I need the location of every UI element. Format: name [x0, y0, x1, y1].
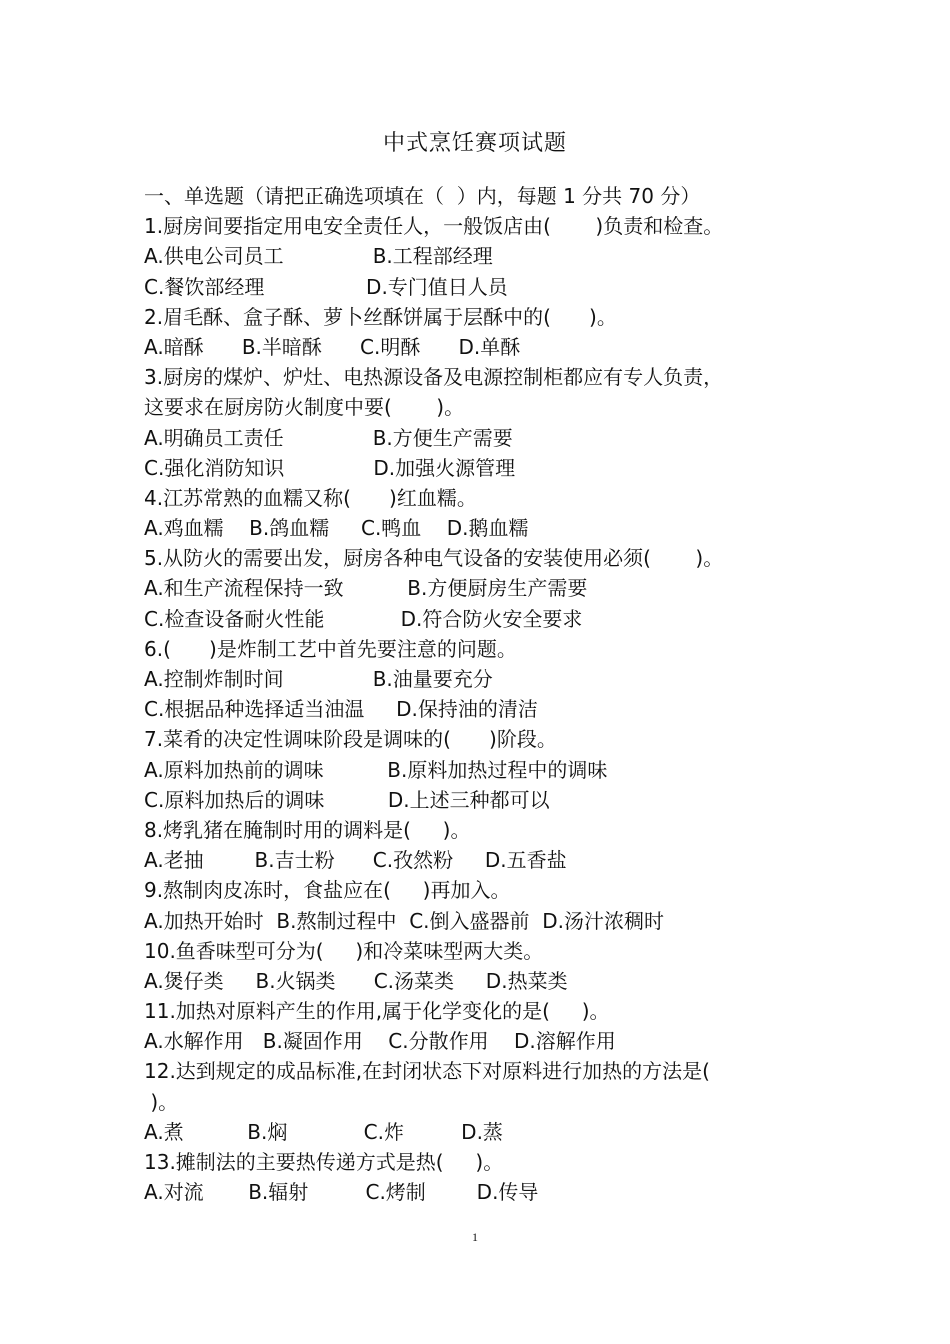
question-options: A.控制炸制时间 B.油量要充分 [144, 667, 493, 691]
question-options: A.老抽 B.吉士粉 C.孜然粉 D.五香盐 [144, 848, 567, 873]
question-options: A.和生产流程保持一致 B.方便厨房生产需要 [144, 576, 588, 601]
question-stem: 10.鱼香味型可分为( )和冷菜味型两大类。 [144, 938, 544, 963]
document-title: 中式烹饪赛项试题 [382, 131, 567, 156]
question-options: A.对流 B.辐射 C.烤制 D.传导 [144, 1180, 539, 1205]
question-options: A.煮 B.焖 C.炸 D.蒸 [144, 1119, 503, 1144]
question-options: A.明确员工责任 B.方便生产需要 [144, 425, 513, 450]
question-stem: 5.从防火的需要出发，厨房各种电气设备的安装使用必须( )。 [144, 546, 724, 571]
question-options: A.加热开始时 B.熬制过程中 C.倒入盛器前 D.汤汁浓稠时 [144, 908, 664, 933]
question-stem: 6.( )是炸制工艺中首先要注意的问题。 [144, 636, 517, 661]
question-stem: 7.菜肴的决定性调味阶段是调味的( )阶段。 [144, 727, 557, 752]
question-stem: 9.熬制肉皮冻时，食盐应在( )再加入。 [144, 878, 511, 903]
question-options: A.水解作用 B.凝固作用 C.分散作用 D.溶解作用 [144, 1029, 616, 1054]
question-stem: 8.烤乳猪在腌制时用的调料是( )。 [144, 817, 471, 842]
question-stem: 2.眉毛酥、盒子酥、萝卜丝酥饼属于层酥中的( )。 [144, 304, 617, 329]
question-stem: )。 [144, 1089, 179, 1114]
question-options: A.供电公司员工 B.工程部经理 [144, 244, 493, 269]
question-options: C.强化消防知识 D.加强火源管理 [144, 455, 516, 480]
question-stem: 3.厨房的煤炉、炉灶、电热源设备及电源控制柜都应有专人负责， [144, 365, 724, 390]
question-stem: 12.达到规定的成品标准,在封闭状态下对原料进行加热的方法是( [144, 1059, 710, 1084]
question-options: C.根据品种选择适当油温 D.保持油的清洁 [144, 697, 538, 722]
question-stem: 这要求在厨房防火制度中要( )。 [144, 395, 465, 420]
question-stem: 4.江苏常熟的血糯又称( )红血糯。 [144, 485, 477, 510]
question-options: A.暗酥 B.半暗酥 C.明酥 D.单酥 [144, 334, 521, 359]
question-options: C.检查设备耐火性能 D.符合防火安全要求 [144, 606, 583, 631]
question-stem: 11.加热对原料产生的作用,属于化学变化的是( )。 [144, 999, 610, 1024]
question-stem: 1.厨房间要指定用电安全责任人，一般饭店由( )负责和检查。 [144, 214, 724, 239]
question-stem: 13.摊制法的主要热传递方式是热( )。 [144, 1150, 504, 1174]
section-header: 一、单选题（请把正确选项填在（ ）内，每题 1 分共 70 分） [144, 184, 701, 208]
question-options: A.煲仔类 B.火锅类 C.汤菜类 D.热菜类 [144, 968, 568, 993]
question-options: A.原料加热前的调味 B.原料加热过程中的调味 [144, 757, 608, 782]
question-options: A.鸡血糯 B.鸽血糯 C.鸭血 D.鹅血糯 [144, 516, 529, 541]
question-options: C.原料加热后的调味 D.上述三种都可以 [144, 787, 550, 812]
question-list [144, 181, 814, 1207]
question-options: C.餐饮部经理 D.专门值日人员 [144, 274, 508, 299]
page-number: 1 [472, 1230, 478, 1244]
